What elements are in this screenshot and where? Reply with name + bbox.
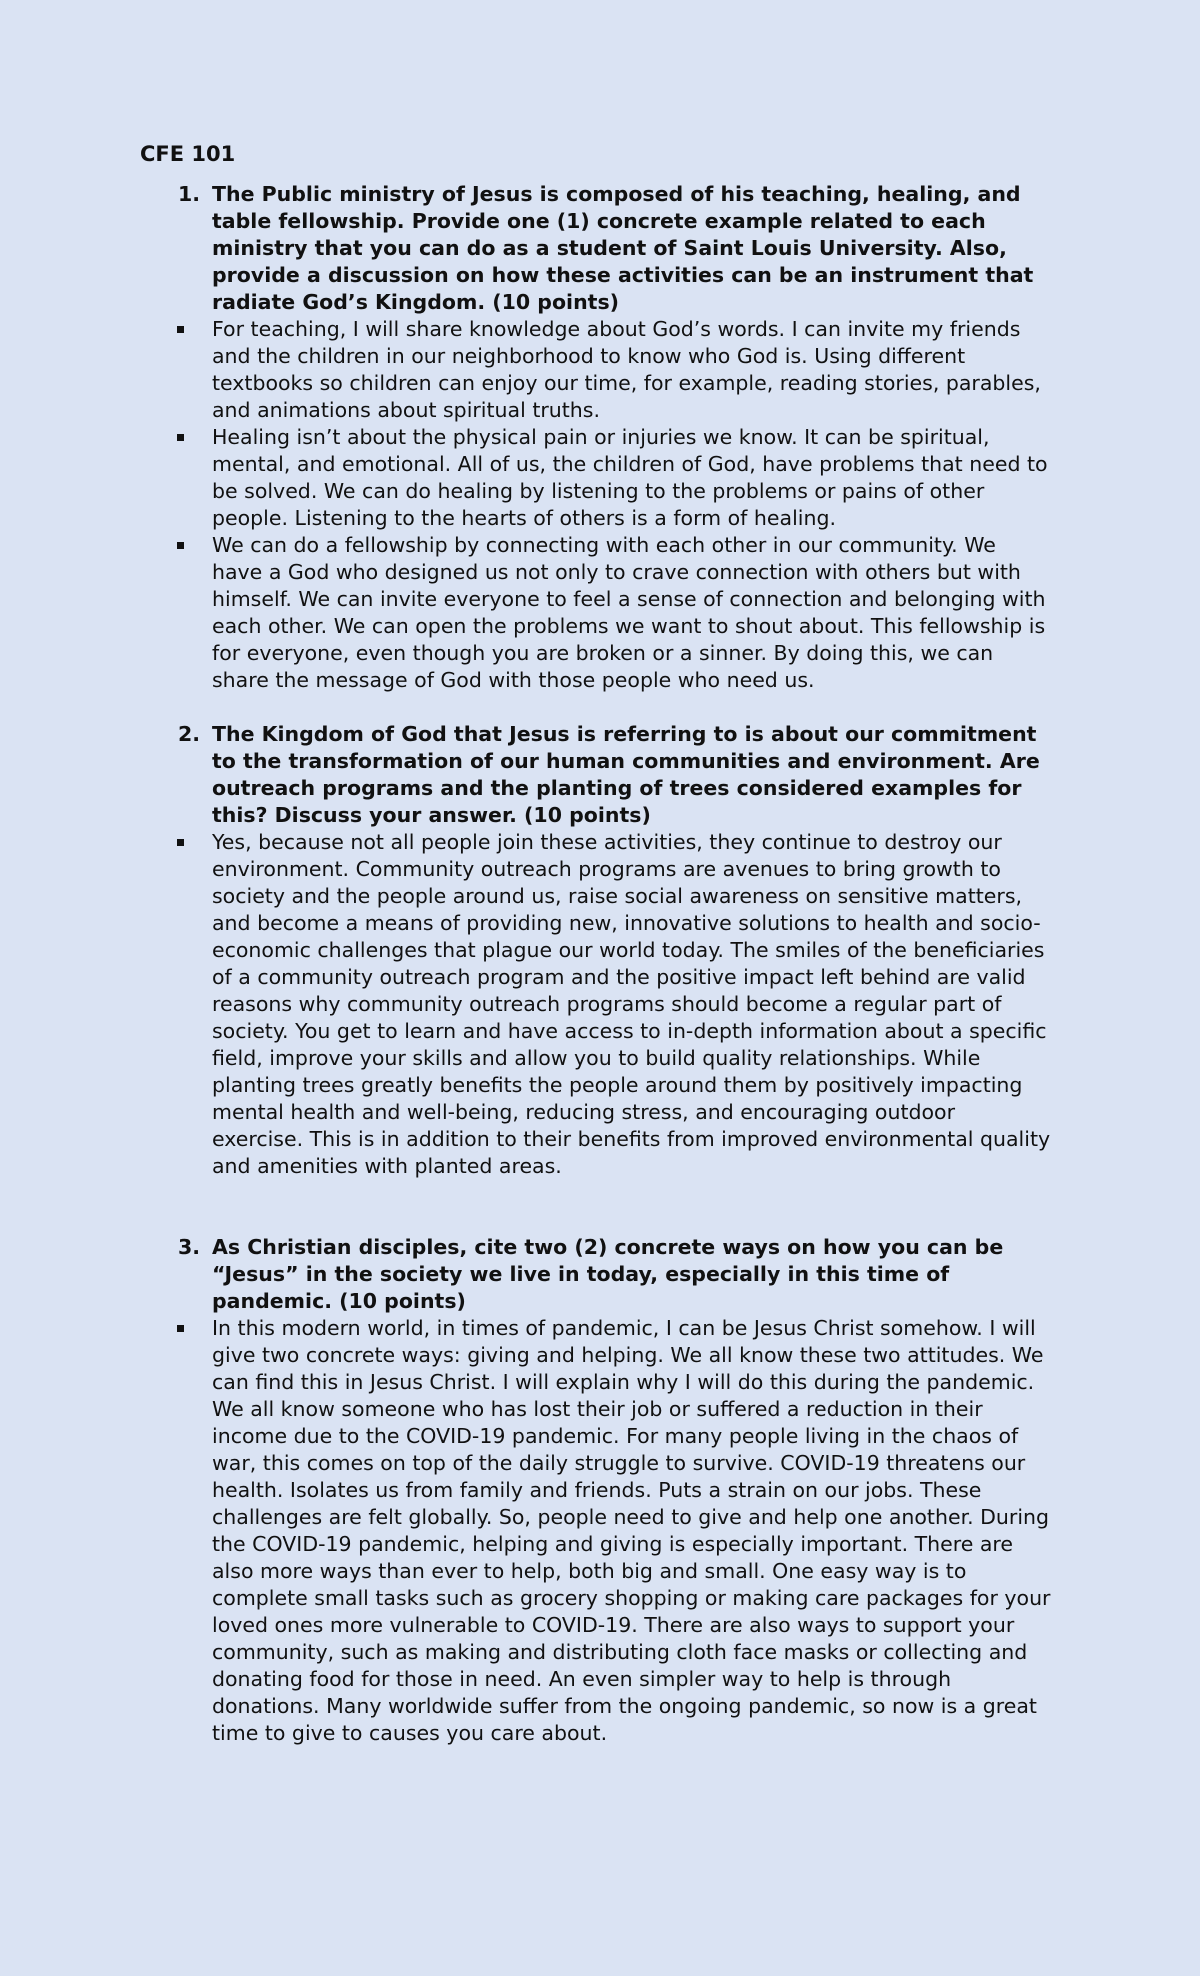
- answer-text: Healing isn’t about the physical pain or injuries we know. It can be spiritual, mental, and emotional. All of us, the children of God, have problems that need to be solved. We can do healing by listening to the problems or pains of other people. Listening to the hearts of others is a form of healing.: [212, 425, 1048, 530]
- document-title: CFE 101: [140, 142, 236, 166]
- answer-item: [140, 316, 1200, 424]
- answer-item: [140, 829, 1200, 1180]
- answer-text: Yes, because not all people join these activities, they continue to destroy our environment. Community outreach programs are avenues to bring growth to society and the people around us, raise social awareness on sensitive matters, and become a means of providing new, innovative solutions to health and socio-economic challenges that plague our world today. The smiles of the beneficiaries of a community outreach program and the positive impact left behind are valid reasons why community outreach programs should become a regular part of society. You get to learn and have access to in-depth information about a specific field, improve your skills and allow you to build quality relationships. While planting trees greatly benefits the people around them by positively impacting mental health and well-being, reducing stress, and encouraging outdoor exercise. This is in addition to their benefits from improved environmental quality and amenities with planted areas.: [212, 830, 1051, 1178]
- spacer: [140, 694, 1200, 721]
- square-bullet-icon: [140, 316, 212, 424]
- square-bullet-icon: [140, 424, 212, 532]
- answer-text: We can do a fellowship by connecting with each other in our community. We have a God who designed us not only to crave connection with others but with himself. We can invite everyone to feel a sense of connection and belonging with each other. We can open the problems we want to shout about. This fellowship is for everyone, even though you are broken or a sinner. By doing this, we can share the message of God with those people who need us.: [212, 533, 1046, 692]
- question-number: 2.: [177, 722, 200, 746]
- question-section-2: [140, 721, 1200, 1180]
- square-bullet-icon: [140, 1315, 212, 1747]
- answer-item: [140, 1315, 1200, 1747]
- question-row: [140, 1234, 1200, 1315]
- question-number: 3.: [177, 1235, 200, 1259]
- square-bullet-icon: [140, 532, 212, 694]
- question-row: [140, 721, 1200, 829]
- question-section-3: [140, 1234, 1200, 1747]
- answer-item: [140, 424, 1200, 532]
- square-bullet-icon: [140, 829, 212, 1180]
- question-number: 1.: [177, 182, 200, 206]
- question-row: [140, 181, 1200, 316]
- spacer: [140, 1180, 1200, 1234]
- question-text: The Kingdom of God that Jesus is referring to is about our commitment to the transformation of our human communities and environment. Are outreach programs and the planting of trees considered examples for this? Discuss your answer. (10 points): [212, 722, 1040, 827]
- answer-text: For teaching, I will share knowledge about God’s words. I can invite my friends and the children in our neighborhood to know who God is. Using different textbooks so children can enjoy our time, for example, reading stories, parables, and animations about spiritual truths.: [212, 317, 1041, 422]
- answer-text: In this modern world, in times of pandemic, I can be Jesus Christ somehow. I will give two concrete ways: giving and helping. We all know these two attitudes. We can find this in Jesus Christ. I will explain why I will do this during the pandemic. We all know someone who has lost their job or suffered a reduction in their income due to the COVID-19 pandemic. For many people living in the chaos of war, this comes on top of the daily struggle to survive. COVID-19 threatens our health. Isolates us from family and friends. Puts a strain on our jobs. These challenges are felt globally. So, people need to give and help one another. During the COVID-19 pandemic, helping and giving is especially important. There are also more ways than ever to help, both big and small. One easy way is to complete small tasks such as grocery shopping or making care packages for your loved ones more vulnerable to COVID-19. There are also ways to support your community, such as making and distributing cloth face masks or collecting and donating food for those in need. An even simpler way to help is through donations. Many worldwide suffer from the ongoing pandemic, so now is a great time to give to causes you care about.: [212, 1316, 1051, 1745]
- question-text: As Christian disciples, cite two (2) concrete ways on how you can be “Jesus” in the society we live in today, especially in this time of pandemic. (10 points): [212, 1235, 1004, 1313]
- answer-item: [140, 532, 1200, 694]
- question-section-1: [140, 181, 1200, 694]
- question-text: The Public ministry of Jesus is composed of his teaching, healing, and table fellowship. Provide one (1) concrete example related to each ministry that you can do as a student of Saint Louis University. Also, provide a discussion on how these activities can be an instrument that radiate God’s Kingdom. (10 points): [212, 182, 1034, 314]
